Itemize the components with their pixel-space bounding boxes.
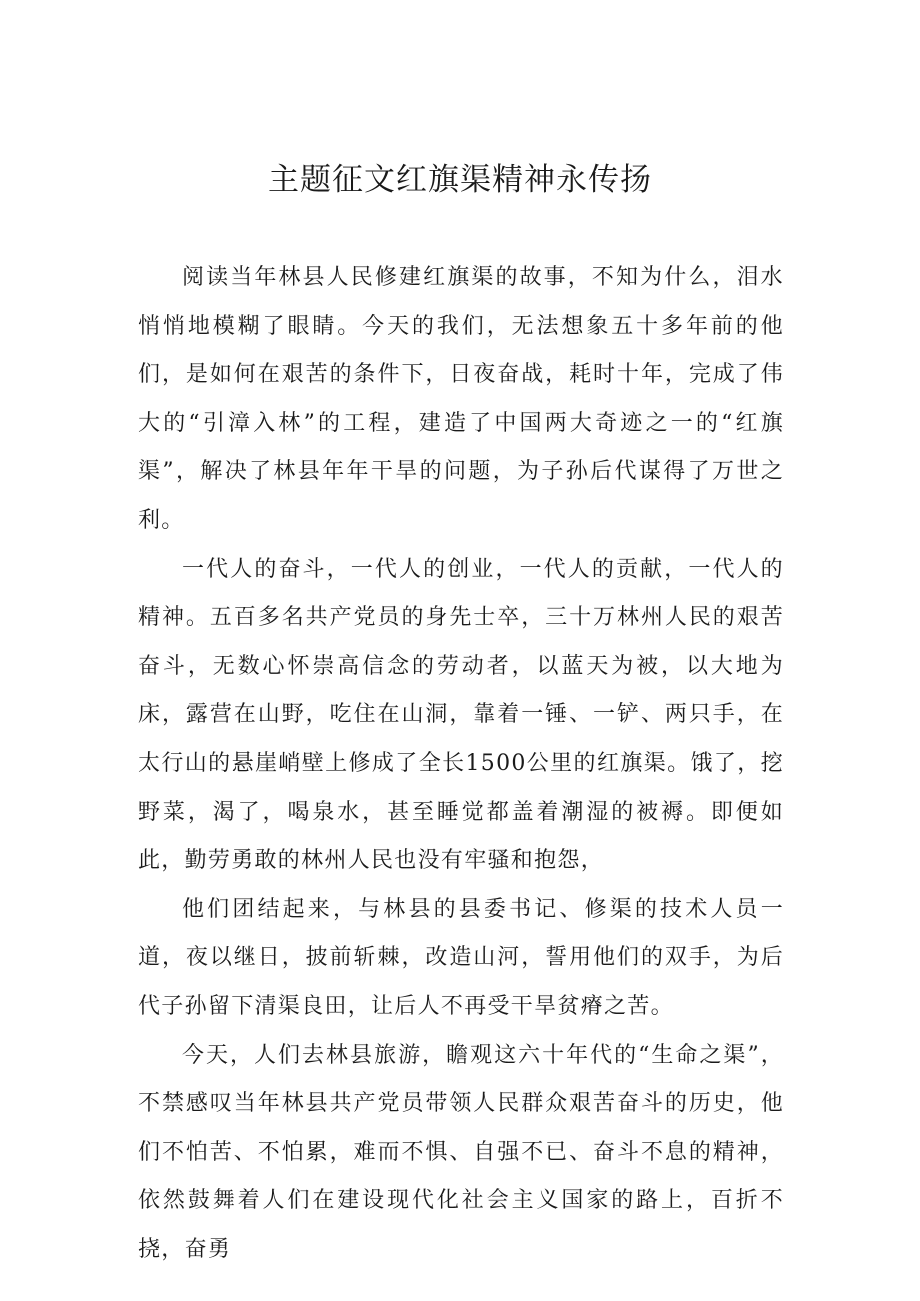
paragraph-2: 一代人的奋斗，一代人的创业，一代人的贡献，一代人的精神。五百多名共产党员的身先士卒，三十万林州人民的艰苦奋斗，无数心怀崇高信念的劳动者，以蓝天为被，以大地为床，露营在山野，吃住在山洞，靠着一锤、一铲、两只手，在太行山的悬崖峭壁上修成了全长1500公里的红旗渠。饿了，挖野菜，渴了，喝泉水，甚至睡觉都盖着潮湿的被褥。即便如此，勤劳勇敢的林州人民也没有牢骚和抱怨， [138, 556, 784, 874]
paragraph-4: 今天，人们去林县旅游，瞻观这六十年代的“生命之渠”，不禁感叹当年林县共产党员带领人民群众艰苦奋斗的历史，他们不怕苦、不怕累，难而不惧、自强不已、奋斗不息的精神，依然鼓舞着人们在建设现代化社会主义国家的路上，百折不挠，奋勇 [138, 1042, 784, 1262]
paragraph-3: 他们团结起来，与林县的县委书记、修渠的技术人员一道，夜以继日，披前斩棘，改造山河，誓用他们的双手，为后代子孙留下清渠良田，让后人不再受干旱贫瘠之苦。 [138, 896, 784, 1019]
document-body [138, 254, 784, 1274]
document-title: 主题征文红旗渠精神永传扬 [268, 162, 652, 198]
paragraph-1: 阅读当年林县人民修建红旗渠的故事，不知为什么，泪水悄悄地模糊了眼睛。今天的我们，无法想象五十多年前的他们，是如何在艰苦的条件下，日夜奋战，耗时十年，完成了伟大的“引漳入林”的工程，建造了中国两大奇迹之一的“红旗渠”，解决了林县年年干旱的问题，为子孙后代谋得了万世之利。 [138, 265, 784, 533]
